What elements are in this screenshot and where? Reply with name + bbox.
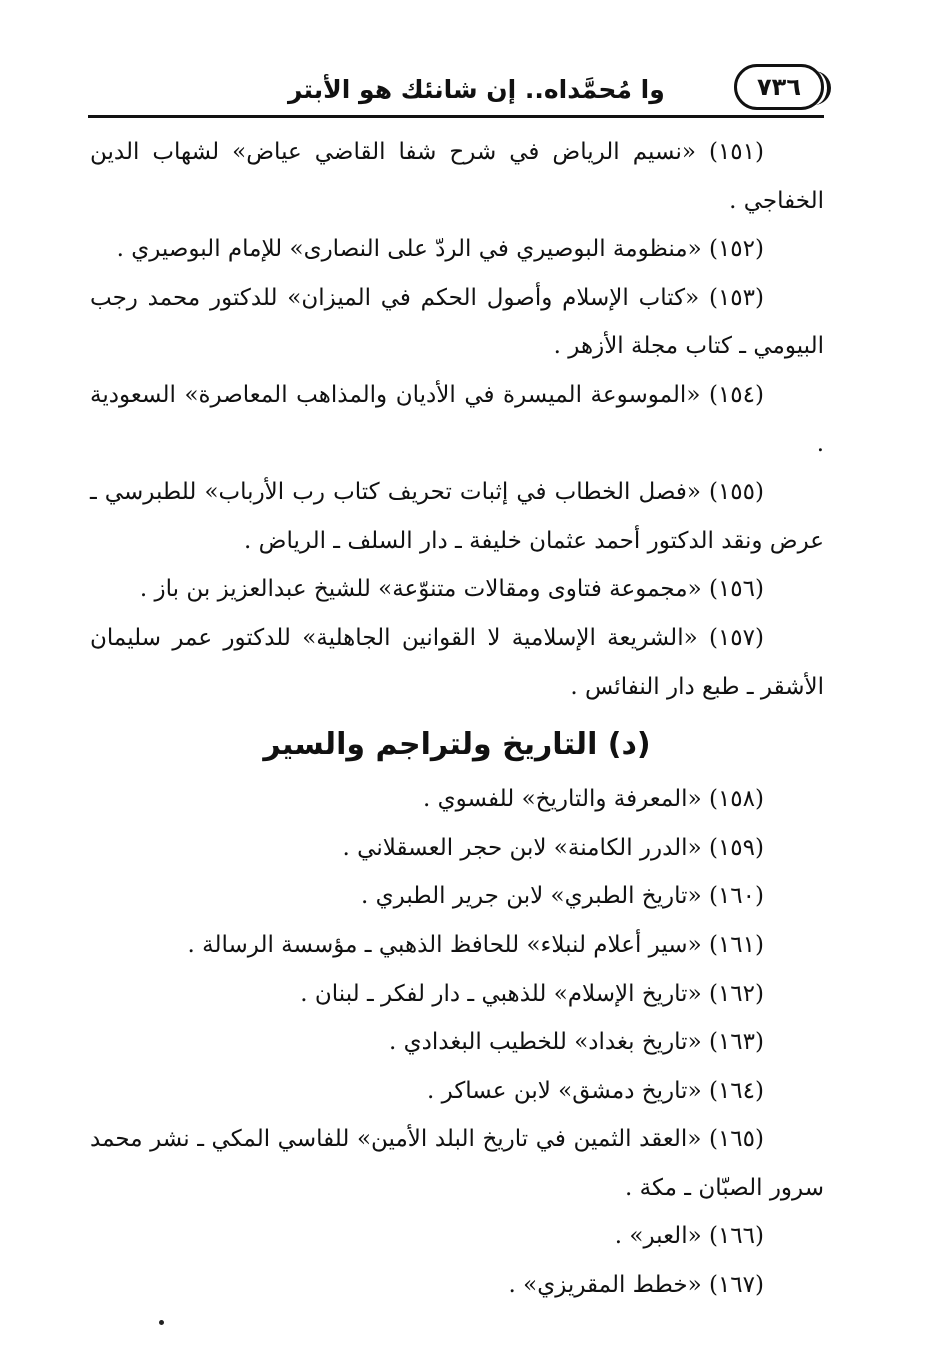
bibliography-entry: (١٦٠) «تاريخ الطبري» لابن جرير الطبري . <box>361 883 764 910</box>
bibliography-entry: (١٦٥) «العقد الثمين في تاريخ البلد الأمين» للفاسي المكي ـ نشر محمد سرور الصبّان ـ مكة . <box>90 1126 824 1201</box>
bibliography-entry: (١٦٦) «العبر» . <box>614 1223 764 1250</box>
bibliography-entry: (١٥٩) «الدرر الكامنة» لابن حجر العسقلاني . <box>342 834 764 861</box>
bibliography-entry: (١٥٦) «مجموعة فتاوى ومقالات متنوّعة» للشيخ عبدالعزيز بن باز . <box>139 576 764 603</box>
bibliography-entry: (١٦٣) «تاريخ بغداد» للخطيب البغدادي . <box>388 1029 764 1056</box>
bibliography-entry: (١٥٢) «منظومة البوصيري في الردّ على النصارى» للإمام البوصيري . <box>116 236 764 263</box>
bibliography-entry: (١٥٣) «كتاب الإسلام وأصول الحكم في الميزان» للدكتور محمد رجب البيومي ـ كتاب مجلة الأزهر . <box>90 284 824 360</box>
bibliography-entry: (١٦٧) «خطط المقريزي» . <box>508 1272 764 1299</box>
page-number: ٧٣٦ <box>734 64 824 110</box>
bibliography-entry: (١٥٤) «الموسوعة الميسرة في الأديان والمذاهب المعاصرة» السعودية . <box>90 381 824 457</box>
header-rule <box>88 115 824 118</box>
bibliography-entry: (١٦٢) «تاريخ الإسلام» للذهبي ـ دار لفكر ـ لبنان . <box>300 980 764 1007</box>
bibliography-body <box>90 128 824 1310</box>
page-header <box>88 62 824 118</box>
bibliography-entry: (١٥١) «نسيم الرياض في شرح شفا القاضي عياض» لشهاب الدين الخفاجي . <box>90 139 824 214</box>
running-title: وا مُحمَّداه.. إن شانئك هو الأبتر <box>288 75 665 104</box>
bibliography-entry: (١٦١) «سير أعلام لنبلاء» للحافظ الذهبي ـ مؤسسة الرسالة . <box>187 931 764 958</box>
bibliography-entry: (١٦٤) «تاريخ دمشق» لابن عساكر . <box>427 1077 764 1104</box>
page-mark <box>159 1320 164 1325</box>
bibliography-entry: (١٥٨) «المعرفة والتاريخ» للفسوي . <box>422 786 764 813</box>
bibliography-entry: (١٥٧) «الشريعة الإسلامية لا القوانين الجاهلية» للدكتور عمر سليمان الأشقر ـ طبع دار النفائس . <box>90 624 824 700</box>
section-heading: (د) التاريخ ولتراجم والسير <box>263 727 651 763</box>
bibliography-entry: (١٥٥) «فصل الخطاب في إثبات تحريف كتاب رب الأرباب» للطبرسي ـ عرض ونقد الدكتور أحمد عثمان خليفة ـ دار السلف ـ الرياض . <box>90 479 824 554</box>
